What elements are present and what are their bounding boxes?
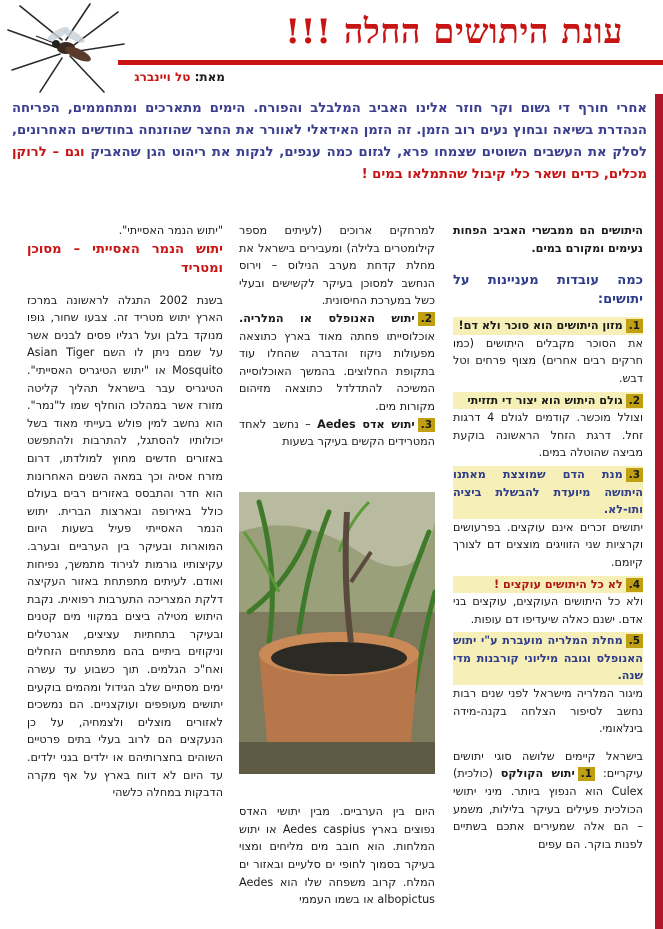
tiger-body: בשנת 2002 התגלה לראשונה במרכז הארץ יתוש מטריד זה. צבעו שחור, גופו מנוקד בלבן ועל רגליו פסים לבנים אשר על שמם ניתן לו השם Asian Tiger Mosquito או "יתוש הטיגריס האסייתי". הטיגריס עבר בישראל תהליך קליטה מזורז אשר במהלכו הוחלף שמו ל"נמר". הוא נחשב למין פולש בעייתי מאוד בשל יכולותיו להסתגל, להתרבות ולהתפשט באזורים חדשים מחוץ למולדתו, דרום מזרח אסיה וכך במאה השנים האחרונות הוא חדר והתבסס באזורים רבים בעולם כולל באירופה ובארצות הברית. יתוש הנמר האסייתי פעיל בשעות היום המוארות ובעיקר בין הערביים ובערב. עקיצותיו גורמות לגירוד מתמשך, נפיחות ואודם. לעיתים מתפתחת באזור העקיצה דלקת המצריכה התערבות רפואית. נקבת היתוש מטילה ביצים במקווי מים קטנים ובעיקר בתחתיות עציצים, אגרטלים וניקוזים ביתיים בהם מתפתחים הזחלים ואח"כ הגלמים. תוך כשבוע עד עשרה ימים מסתיים שלב הגידול ומהמים בוקעים יתושים מעופפים ועוקצניים. הם נמשכים לאזורים מוצלים ולצמחיה, על כן הנעקצים הם לרוב בעלי בתים פרטיים השוהים בחצרותיהם או ילדים בגני ילדים. עד היום לא דווח בארץ על אף מקרה הדבקות במחלה כלשהי xyxy=(27,293,223,800)
fact-band xyxy=(453,576,643,594)
author-prefix: מאת: xyxy=(194,70,225,84)
fact-text: מיגור המלריה מישראל לפני שנים רבות נחשב לסיפור הצלחה בקנה-מידה בינלאומי. xyxy=(453,687,643,736)
intro-text: אחרי חורף די גשום וקר חוזר אלינו האביב המלבלב והפורח. הימים מתארכים ומתחממים, הפריחה הנהדרת בשיאה ובחוץ נעים רוב הזמן. זה הזמן האידאלי לאוורר את החצר שהוזנחה בחודשים האחרונים, לסלק את העשבים השוטים שצמחו פרא, לגזום כמה ענפים, לנקות את ריהוט הגן שהאביק xyxy=(12,101,647,160)
facts-heading: כמה עובדות מעניינות על יתושים: xyxy=(453,273,643,308)
species-number: 2. xyxy=(418,312,435,326)
fact-band-text: גולם היתוש הוא יצור די תזזיתי xyxy=(467,393,623,407)
fact-band-text: מנת הדם שמוצצת מאתנו היתושה מיועדת להבשלת ביציה ותו-לא. xyxy=(453,467,643,517)
species-paragraph: למרחקים ארוכים (לעיתים מספר קילומטרים בלילה) ומעבירים בישראל את מחלת קדחת מערב הנילוס – וירוס הנחשב למסוכן בעיקר לקשישים ובעלי כשל במערכת החיסונית. xyxy=(239,224,435,308)
fact-item-3 xyxy=(453,466,643,572)
fact-number: 1. xyxy=(626,319,643,333)
fact-number: 2. xyxy=(626,394,643,408)
title-underline xyxy=(118,60,663,65)
fact-band-text: לא כל היתושים עוקצים ! xyxy=(494,577,623,591)
fact-number: 5. xyxy=(626,634,643,648)
fact-band-text: מחלת המלריה מועברת ע"י יתוש האנופלס וגובה מיליוני קורבנות מדי שנה. xyxy=(453,634,643,683)
facts-lead: היתושים הם ממבשרי האביב הפחות נעימים ומקורם במים. xyxy=(453,224,643,255)
fact-text: וצולל מוכשר. קודמים לגולם 4 דרגות זחל. דרגת הזחל הראשונה בוקעת מביצה שהוטלה במים. xyxy=(453,411,643,460)
species-intro xyxy=(453,748,643,854)
column-species xyxy=(239,222,435,451)
column-facts xyxy=(453,222,643,853)
species-paragraph-aedes xyxy=(239,416,435,451)
species-paragraph-anopheles xyxy=(239,310,435,416)
fact-text: ולא כל היתושים העוקצים, עוקצים בני אדם. ישנם כאלה שיעדיפו דם עופות. xyxy=(453,595,643,626)
column-species-continued xyxy=(239,792,435,920)
species-number: 3. xyxy=(418,418,435,432)
article-header xyxy=(0,0,663,94)
species-name: יתוש הקולקס xyxy=(500,767,575,781)
intro-paragraph xyxy=(12,98,647,186)
fact-band xyxy=(453,632,643,685)
side-decoration-bar xyxy=(655,94,663,929)
species-number: 1. xyxy=(578,767,595,781)
fact-band xyxy=(453,466,643,519)
fact-band xyxy=(453,392,643,410)
species-intro-text: בישראל קיימים שלושה סוגי יתושים עיקריים: xyxy=(453,749,643,781)
fact-band xyxy=(453,317,643,335)
species-name: יתוש האנופלס או המלריה. xyxy=(239,311,415,325)
fact-text: את הסוכר מקבלים היתושים (כמו חרקים רבים אחרים) מצוף פרחים וטל דבש. xyxy=(453,336,643,385)
page-title: עונת היתושים החלה !!! xyxy=(285,12,623,52)
fact-item-2 xyxy=(453,392,643,462)
species-description: אוכלוסייתו פחתה מאוד בארץ כתוצאה מפעולות ניקוז והדברה שהחלו עוד בתקופת החלוצים. בהמשך האוכלוסייה המשיכה להתדלדל כתוצאה מזיהום מקורות מים. xyxy=(239,329,435,413)
tiger-heading: יתוש הנמר האסייתי – מסוכן ומטריד xyxy=(27,241,223,276)
fact-item-5 xyxy=(453,632,643,738)
species-description: – נחשב לאחד המטרידים הקשים בעיקר בשעות xyxy=(239,417,435,449)
fact-band-text: מזון היתושים הוא סוכר ולא דם! xyxy=(458,319,623,333)
fact-text: יתושים זכרים אינם עוקצים. בפרעושים וקרציות שני הזוויגים מוצצים דם לצורך קיומם. xyxy=(453,520,643,569)
fact-item-1 xyxy=(453,317,643,387)
intro-red-text: וגם – לרוקן מכלים, כדים ושאר כלי קיבול שהתמלאו במים ! xyxy=(12,145,647,182)
species-description: (כולכית) Culex הוא הנפוץ ביותר. מיני יתושי הכולכית פעילים בעיקר בלילות, משמע – הם אלה שמעירים אתכם בשתיים לפנות בוקר. הם עפים xyxy=(453,767,643,851)
fact-number: 4. xyxy=(626,578,643,592)
author-line xyxy=(134,70,225,84)
mosquito-icon xyxy=(0,0,130,94)
fact-item-4 xyxy=(453,576,643,629)
column-tiger-mosquito xyxy=(27,222,223,802)
author-name: טל ויינברג xyxy=(134,70,191,84)
fact-number: 3. xyxy=(626,468,643,482)
species-name: יתוש אדס Aedes xyxy=(317,417,415,431)
clay-pot-photo xyxy=(239,492,435,774)
species-paragraph: היום בין הערביים. מבין יתושי האדס נפוצים בארץ Aedes caspius או יתוש המלחות. הוא חובב מים מליחים ומצוי בעיקר בסמוך לחופי ים סלעיים ובאזור ים המלח. קרוב משפחה שלו הוא Aedes albopictus או בשמו העממי xyxy=(239,805,435,907)
tiger-quote: "יתוש הנמר האסייתי". xyxy=(118,224,223,237)
